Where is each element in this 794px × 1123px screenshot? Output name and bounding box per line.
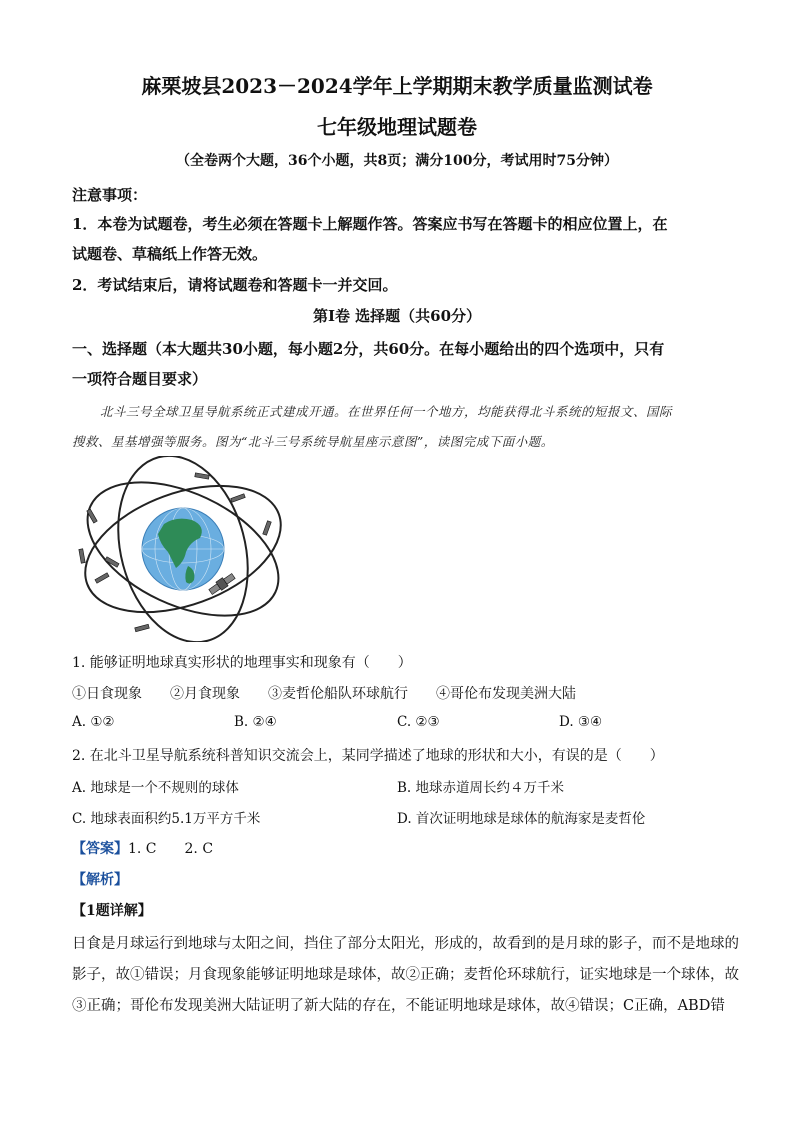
- exam-subtitle: 七年级地理试题卷: [317, 115, 477, 139]
- section-title: 第Ⅰ卷 选择题（共60分）: [312, 307, 482, 325]
- question-2-option-c: C. 地球表面积约5.1万平方千米: [72, 811, 261, 827]
- question-2-option-b: B. 地球赤道周长约４万千米: [397, 780, 565, 796]
- exam-info: （全卷两个大题，36个小题，共8页；满分100分，考试用时75分钟）: [176, 153, 618, 169]
- answer-line: [72, 838, 213, 858]
- question-1-option-c: C. ②③: [397, 714, 440, 730]
- analysis-line2: 影子，故①错误；月食现象能够证明地球是球体，故②正确；麦哲伦环球航行，证实地球是一个球体，故: [72, 967, 739, 983]
- passage-line2: 搜救、星基增强等服务。图为“北斗三号系统导航星座示意图”，读图完成下面小题。: [72, 434, 554, 449]
- analysis-line: [72, 869, 128, 889]
- note-2: 2．考试结束后，请将试题卷和答题卡一并交回。: [72, 276, 398, 294]
- notes-heading: 注意事项：: [72, 186, 148, 204]
- question-2-option-a: A. 地球是一个不规则的球体: [72, 780, 239, 796]
- question-1-option-d: D. ③④: [559, 714, 603, 730]
- exam-title: 麻栗坡县2023－2024学年上学期期末教学质量监测试卷: [141, 74, 653, 98]
- passage-line1: 北斗三号全球卫星导航系统正式建成开通。在世界任何一个地方，均能获得北斗系统的短报文、国际: [100, 404, 673, 419]
- answer-tag: 【答案】: [72, 841, 128, 857]
- answer-text: 1. C 2. C: [128, 841, 214, 857]
- question-1-option-b: B. ②④: [234, 714, 277, 730]
- detail-tag: 【1题详解】: [72, 903, 152, 919]
- note-1-line1: 1．本卷为试题卷，考生必须在答题卡上解题作答。答案应书写在答题卡的相应位置上，在: [72, 215, 668, 233]
- question-1-facts: ①日食现象 ②月食现象 ③麦哲伦船队环球航行 ④哥伦布发现美洲大陆: [72, 686, 576, 702]
- question-2-stem: 2. 在北斗卫星导航系统科普知识交流会上，某同学描述了地球的形状和大小，有误的是（ ）: [72, 748, 664, 764]
- section-instruction-line1: 一、选择题（本大题共30小题，每小题2分，共60分。在每小题给出的四个选项中，只有: [72, 340, 665, 358]
- question-1-option-a: A. ①②: [72, 714, 115, 730]
- section-instruction-line2: 一项符合题目要求）: [72, 370, 208, 388]
- question-1-stem: 1. 能够证明地球真实形状的地理事实和现象有（ ）: [72, 655, 412, 671]
- note-1-line2: 试题卷、草稿纸上作答无效。: [72, 245, 268, 263]
- analysis-line3: ③正确；哥伦布发现美洲大陆证明了新大陆的存在，不能证明地球是球体，故④错误；C正确，ABD错: [72, 998, 725, 1014]
- constellation-figure: [72, 456, 294, 642]
- question-2-option-d: D. 首次证明地球是球体的航海家是麦哲伦: [397, 811, 646, 827]
- detail-line: [72, 900, 152, 920]
- analysis-tag: 【解析】: [72, 872, 128, 888]
- analysis-line1: 日食是月球运行到地球与太阳之间，挡住了部分太阳光，形成的，故看到的是月球的影子，而不是地球的: [72, 936, 739, 952]
- satellite-constellation-icon: [72, 456, 294, 642]
